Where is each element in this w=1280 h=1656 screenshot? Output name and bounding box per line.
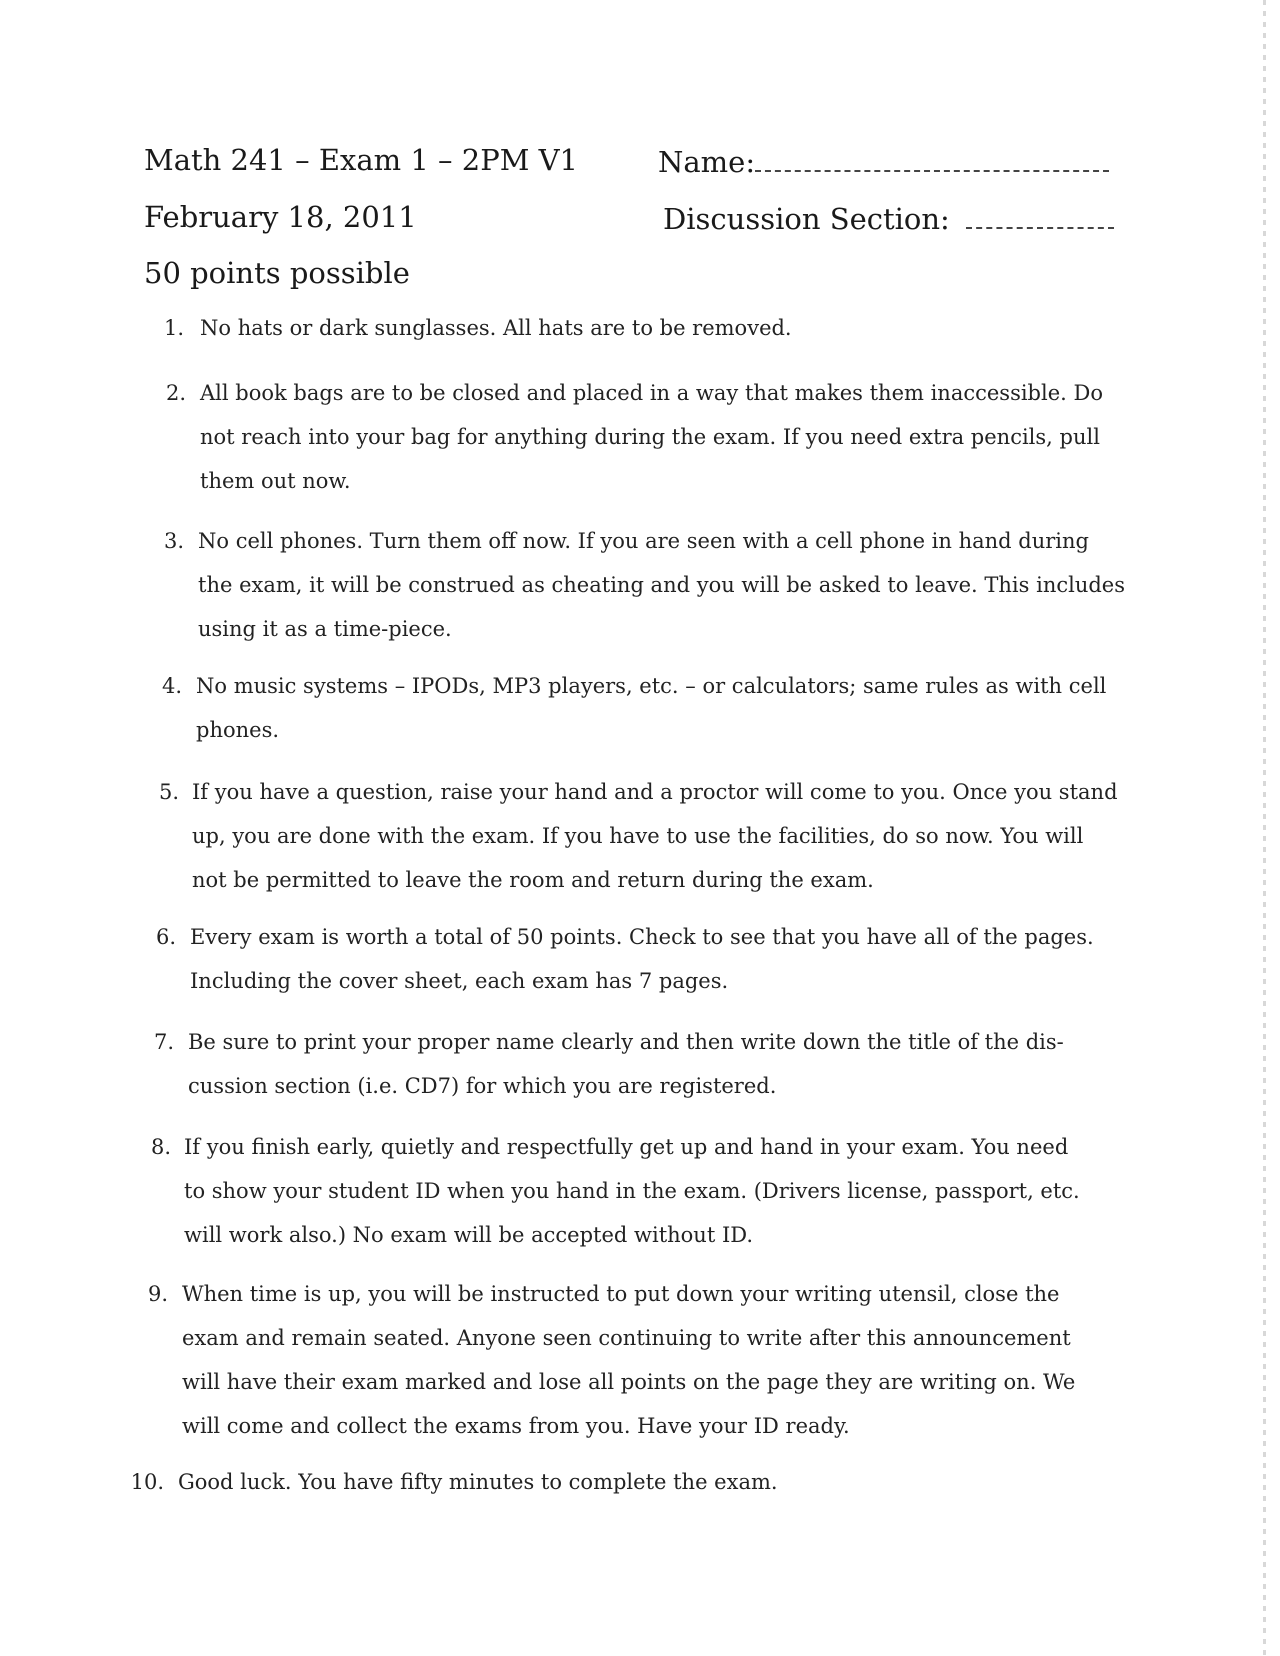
rule-number: 4. — [161, 674, 182, 698]
rule-text — [198, 519, 1125, 651]
rule-line: exam and remain seated. Anyone seen continuing to write after this announcement — [182, 1326, 1071, 1350]
section-blank[interactable] — [966, 223, 1114, 229]
rule-line: No cell phones. Turn them off now. If you are seen with a cell phone in hand during — [198, 529, 1089, 553]
rule-line: the exam, it will be construed as cheating and you will be asked to leave. This includes — [198, 573, 1125, 597]
name-blank[interactable] — [755, 166, 1109, 172]
rule-line: will have their exam marked and lose all points on the page they are writing on. We — [182, 1370, 1076, 1394]
rule-line: will work also.) No exam will be accepted without ID. — [184, 1223, 753, 1247]
rule-text — [178, 1460, 778, 1504]
rule-text — [192, 770, 1118, 902]
rule-line: If you finish early, quietly and respectfully get up and hand in your exam. You need — [184, 1135, 1069, 1159]
points-possible: 50 points possible — [144, 256, 410, 290]
rule-line: not be permitted to leave the room and return during the exam. — [192, 868, 874, 892]
rule-line: Be sure to print your proper name clearly and then write down the title of the dis- — [188, 1030, 1064, 1054]
rule-number: 9. — [147, 1282, 168, 1306]
rule-number: 7. — [153, 1030, 174, 1054]
exam-title: Math 241 – Exam 1 – 2PM V1 — [144, 143, 579, 177]
rule-number: 8. — [150, 1135, 171, 1159]
name-field[interactable] — [658, 145, 1109, 179]
rule-number: 3. — [163, 529, 184, 553]
name-label: Name: — [658, 145, 756, 179]
rule-number: 2. — [165, 381, 186, 405]
rule-line: No hats or dark sunglasses. All hats are to be removed. — [200, 316, 792, 340]
rule-line: Good luck. You have fifty minutes to complete the exam. — [178, 1470, 778, 1494]
rule-line: If you have a question, raise your hand and a proctor will come to you. Once you stand — [192, 780, 1118, 804]
rule-number: 10. — [130, 1470, 164, 1494]
rule-text — [184, 1125, 1080, 1257]
rule-number: 5. — [158, 780, 179, 804]
rule-text — [196, 664, 1106, 752]
rule-line: not reach into your bag for anything during the exam. If you need extra pencils, pull — [200, 425, 1100, 449]
rule-text — [200, 371, 1103, 503]
page-edge-artifact — [1263, 0, 1266, 1656]
rule-text — [182, 1272, 1075, 1448]
rule-text — [200, 306, 792, 350]
rule-text — [190, 915, 1094, 1003]
section-label: Discussion Section: — [663, 202, 950, 236]
rule-line: All book bags are to be closed and placed in a way that makes them inaccessible. Do — [200, 381, 1103, 405]
exam-date: February 18, 2011 — [144, 200, 417, 234]
rule-text — [188, 1020, 1064, 1108]
rule-line: them out now. — [200, 469, 351, 493]
rule-line: to show your student ID when you hand in the exam. (Drivers license, passport, etc. — [184, 1179, 1080, 1203]
rule-line: up, you are done with the exam. If you have to use the facilities, do so now. You will — [192, 824, 1084, 848]
rule-line: will come and collect the exams from you. Have your ID ready. — [182, 1414, 850, 1438]
rule-line: No music systems – IPODs, MP3 players, etc. – or calculators; same rules as with cell — [196, 674, 1107, 698]
section-field[interactable] — [663, 202, 1114, 236]
rule-line: cussion section (i.e. CD7) for which you are registered. — [188, 1074, 777, 1098]
rule-line: When time is up, you will be instructed to put down your writing utensil, close the — [182, 1282, 1060, 1306]
rule-number: 6. — [155, 925, 176, 949]
rule-number: 1. — [163, 316, 184, 340]
rule-line: Including the cover sheet, each exam has 7 pages. — [190, 969, 729, 993]
rule-line: using it as a time-piece. — [198, 617, 452, 641]
rule-line: phones. — [196, 718, 280, 742]
rule-line: Every exam is worth a total of 50 points. Check to see that you have all of the pages. — [190, 925, 1094, 949]
